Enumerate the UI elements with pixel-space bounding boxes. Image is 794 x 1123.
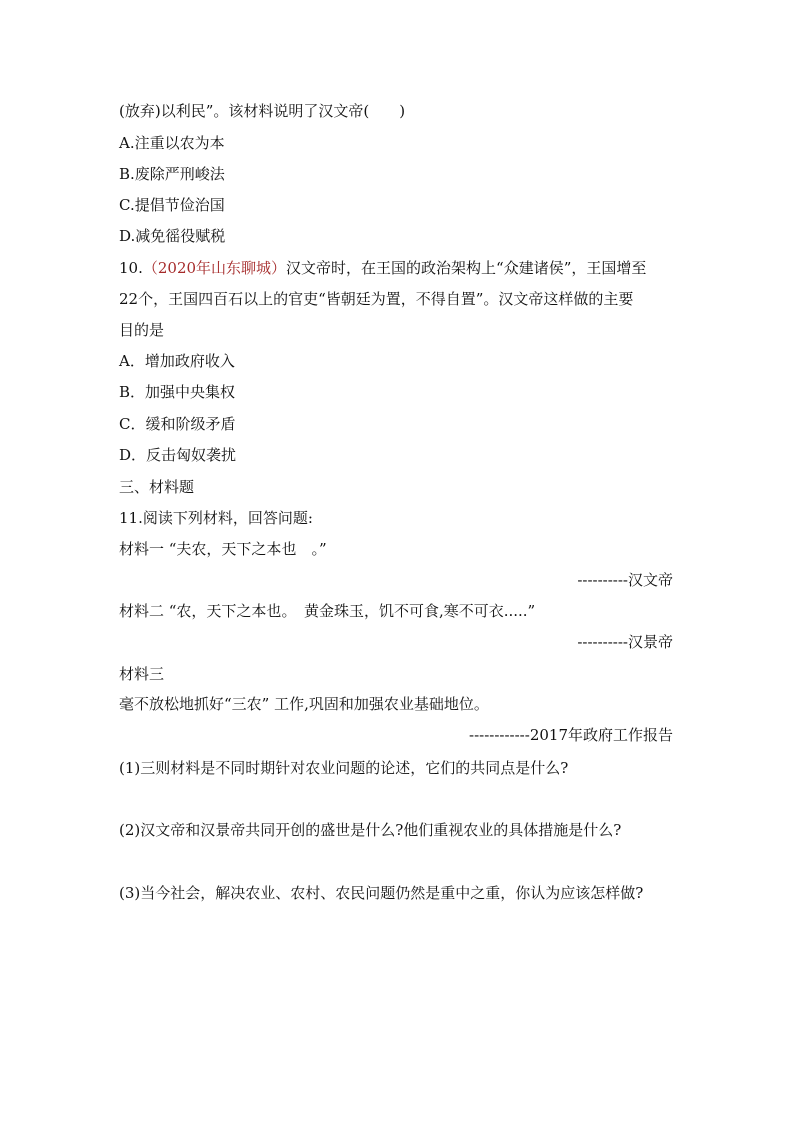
q11-material1: 材料一 “夫农，天下之本也 。” xyxy=(119,540,327,558)
q10-number: 10. xyxy=(119,259,143,277)
q11-material2-source: ----------汉景帝 xyxy=(577,633,673,651)
q9-option-b: B.废除严刑峻法 xyxy=(119,165,225,183)
q9-option-a: A.注重以农为本 xyxy=(119,134,225,152)
q9-stem-tail: (放弃)以利民”。该材料说明了汉文帝( ) xyxy=(119,102,406,120)
q11-material2: 材料二 “农，天下之本也。 黄金珠玉，饥不可食,寒不可衣.....” xyxy=(119,602,536,620)
q10-stem-line3: 目的是 xyxy=(119,321,165,339)
q11-intro: 11.阅读下列材料，回答问题: xyxy=(119,509,313,527)
q10-option-d: D．反击匈奴袭扰 xyxy=(119,446,237,464)
q11-question-2: (2)汉文帝和汉景帝共同开创的盛世是什么?他们重视农业的具体措施是什么? xyxy=(119,821,622,839)
q11-material1-source: ----------汉文帝 xyxy=(577,571,673,589)
q10-option-c: C．缓和阶级矛盾 xyxy=(119,415,236,433)
q11-question-3: (3)当今社会，解决农业、农村、农民问题仍然是重中之重，你认为应该怎样做? xyxy=(119,884,644,902)
q11-material3-source: ------------2017年政府工作报告 xyxy=(469,726,673,744)
q9-option-d: D.减免徭役赋税 xyxy=(119,227,226,245)
q10-stem-line1 xyxy=(119,258,646,278)
q11-question-1: (1)三则材料是不同时期针对农业问题的论述，它们的共同点是什么? xyxy=(119,759,569,777)
q10-option-a: A．增加政府收入 xyxy=(119,352,235,370)
q9-option-c: C.提倡节俭治国 xyxy=(119,196,225,214)
q10-stem-text: 汉文帝时，在王国的政治架构上“众建诸侯”，王国增至 xyxy=(286,259,647,277)
q10-stem-line2: 22个，王国四百石以上的官吏“皆朝廷为置，不得自置”。汉文帝这样做的主要 xyxy=(119,290,634,308)
q11-material3-text: 毫不放松地抓好“三农” 工作,巩固和加强农业基础地位。 xyxy=(119,695,489,713)
q11-material3-label: 材料三 xyxy=(119,665,165,683)
q10-option-b: B．加强中央集权 xyxy=(119,383,236,401)
section3-heading: 三、材料题 xyxy=(119,478,195,496)
q10-source: （2020年山东聊城） xyxy=(142,259,287,277)
